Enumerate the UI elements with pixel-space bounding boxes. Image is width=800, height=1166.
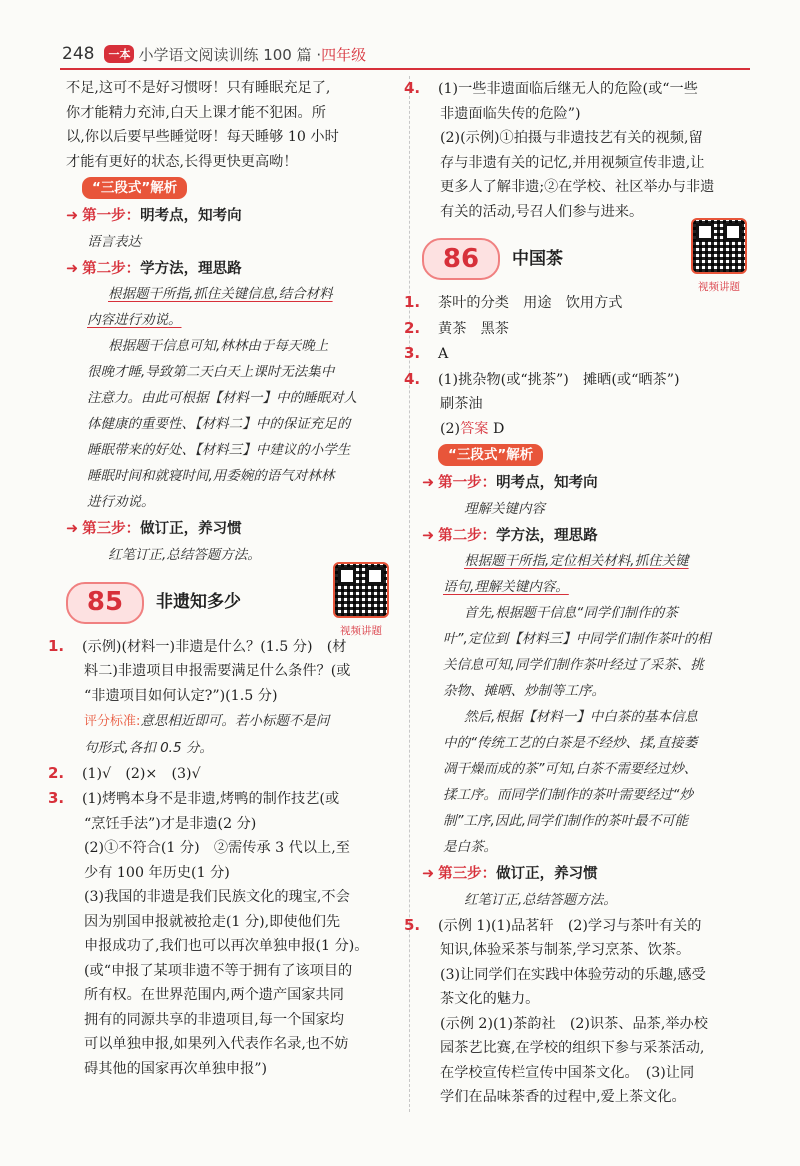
qr-code-icon[interactable] (691, 218, 747, 274)
step-2 (66, 257, 394, 282)
answer-line: (3)我国的非遗是我们民族文化的瑰宝,不会 (84, 889, 350, 905)
answer-4 (404, 367, 752, 393)
step-note: 红笔订正,总结答题方法。 (464, 891, 617, 908)
arrow-icon: ➜ (66, 521, 79, 537)
analysis-line: 是白茶。 (443, 839, 497, 855)
analysis-tag: “三段式”解析 (438, 444, 543, 466)
section-number-badge: 85 (66, 582, 144, 624)
analysis-line: 揉工序。而同学们制作的茶叶需要经过“炒 (443, 787, 693, 803)
step-text: 明考点，知考向 (496, 475, 598, 491)
step-text: 学方法，理思路 (496, 527, 598, 544)
analysis-line: 首先,根据题干信息“同学们制作的茶 (464, 605, 678, 621)
answer-line: “烹饪手法”)才是非遗(2 分) (84, 815, 257, 832)
grading-note (66, 708, 394, 735)
answer-text: (示例 1)(1)品茗轩 (2)学习与茶叶有关的 (438, 917, 702, 934)
arrow-icon: ➜ (422, 475, 435, 491)
answer-number: 1. (48, 636, 65, 655)
answer-text: (1)√ (2)× (3)√ (82, 765, 201, 782)
answer-line: 碍其他的国家再次单独申报”) (84, 1060, 268, 1077)
answer-number: 2. (404, 318, 421, 337)
answer-text: (1)挑杂物(或“挑茶”) 摊晒(或“晒茶”) (438, 371, 680, 388)
right-column (404, 76, 752, 1110)
method-line: 根据题干所指,定位相关材料,抓住关键 (464, 553, 689, 569)
page-header (62, 40, 742, 68)
answer-line: (2)①不符合(1 分) ②需传承 3 代以上,至 (84, 840, 350, 856)
method-line: 根据题干所指,抓住关键信息,结合材料 (108, 286, 333, 302)
analysis-line: 制”工序,因此,同学们制作的茶叶最不可能 (443, 813, 689, 829)
answer-line: 料二)非遗项目申报需要满足什么条件？(或 (84, 663, 351, 679)
answer-number: 4. (404, 79, 421, 97)
answer-text: (1)一些非遗面临后继无人的危险(或“一些 (438, 81, 698, 97)
arrow-icon: ➜ (422, 866, 435, 882)
step-text: 做订正，养习惯 (140, 521, 242, 537)
answer-line: 学们在品味茶香的过程中,爱上茶文化。 (440, 1089, 686, 1105)
intro-line: 你才能精力充沛,白天上课才能不犯困。所 (66, 104, 326, 121)
method-line: 内容进行劝说。 (87, 312, 182, 328)
answer-number: 2. (48, 763, 65, 782)
video-qr[interactable] (328, 562, 394, 644)
grade-label: 四年级 (321, 45, 367, 64)
intro-line: 不足,这可不是好习惯呀！只有睡眠充足了, (66, 80, 331, 96)
section-85-header (66, 572, 394, 637)
answer-number: 3. (404, 344, 421, 362)
answer-2 (48, 761, 394, 787)
analysis-line: 睡眠时间和就寝时间,用委婉的语气对林林 (87, 468, 335, 484)
analysis-line: 叶”,定位到【材料三】中同学们制作茶叶的相 (443, 631, 711, 647)
step-label: 第二步： (82, 260, 141, 277)
answer-line: 申报成功了,我们也可以再次单独申报(1 分)。 (84, 938, 369, 954)
answer-text: 茶叶的分类 用途 饮用方式 (438, 295, 623, 311)
column-divider (409, 76, 410, 1112)
step-note: 红笔订正,总结答题方法。 (108, 546, 261, 563)
answer-line: (或“申报了某项非遗不等于拥有了该项目的 (84, 962, 353, 979)
step-2 (422, 524, 752, 549)
answer-line: (3)让同学们在实践中体验劳动的乐趣,感受 (440, 966, 706, 983)
answer-2 (404, 316, 752, 342)
answer-1 (48, 634, 394, 660)
answer-line: 茶文化的魅力。 (440, 991, 540, 1007)
intro-line: 以,你以后要早些睡觉呀！每天睡够 10 小时 (66, 129, 339, 145)
step-text: 做订正，养习惯 (496, 866, 598, 882)
analysis-line: 进行劝说。 (87, 494, 155, 510)
answer-number: 5. (404, 915, 421, 934)
grading-text: 意思相近即可。若小标题不是问 (140, 713, 330, 729)
answer-text: (1)烤鸭本身不是非遗,烤鸭的制作技艺(或 (82, 791, 340, 807)
analysis-line: 然后,根据【材料一】中白茶的基本信息 (464, 709, 698, 725)
analysis-line: 睡眠带来的好处、【材料三】中建议的小学生 (87, 442, 351, 458)
step-note: 语言表达 (87, 233, 141, 250)
step-note: 理解关键内容 (464, 500, 545, 517)
answer-prefix: (2) (440, 420, 461, 437)
qr-label: 视频讲题 (340, 624, 382, 637)
answer-line: 非遗面临失传的危险”) (440, 105, 581, 122)
arrow-icon: ➜ (66, 260, 79, 277)
answer-line: 存与非遗有关的记忆,并用视频宣传非遗,让 (440, 154, 705, 171)
grading-label: 评分标准: (84, 714, 141, 729)
qr-code-icon[interactable] (333, 562, 389, 618)
brand-logo: 一本 (104, 45, 134, 63)
analysis-line: 凋干燥而成的茶”可知,白茶不需要经过炒、 (443, 761, 698, 777)
qr-label: 视频讲题 (698, 281, 740, 294)
analysis-line: 根据题干信息可知,林林由于每天晚上 (108, 338, 329, 354)
arrow-icon: ➜ (66, 208, 79, 224)
header-rule (60, 68, 750, 70)
answer-line: 拥有的同源共享的非遗项目,每一个国家均 (84, 1011, 344, 1028)
step-label: 第三步： (82, 521, 141, 537)
grading-text: 句形式,各扣 0.5 分。 (84, 739, 213, 756)
answer-line: (2)(示例)①拍摄与非遗技艺有关的视频,留 (440, 130, 703, 146)
left-column (48, 76, 394, 1081)
analysis-line: 体健康的重要性、【材料二】中的保证充足的 (87, 416, 351, 432)
answer-3 (48, 786, 394, 812)
intro-line: 才能有更好的状态,长得更快更高呦！ (66, 153, 298, 170)
answer-line: 因为别国申报就被抢走(1 分),即使他们先 (84, 913, 341, 930)
method-line: 语句,理解关键内容。 (443, 579, 569, 595)
section-title: 非遗知多少 (156, 592, 241, 613)
answer-5 (404, 913, 752, 939)
answer-number: 1. (404, 293, 421, 311)
answer-line: (示例 2)(1)茶韵社 (2)识茶、品茶,举办校 (440, 1015, 708, 1032)
step-text: 明考点，知考向 (140, 208, 242, 224)
step-label: 第二步： (438, 527, 497, 544)
section-title: 中国茶 (512, 248, 563, 269)
answer-line: 有关的活动,号召人们参与进来。 (440, 203, 644, 220)
section-86-header (422, 228, 752, 294)
answer-line: “非遗项目如何认定?”)(1.5 分) (84, 687, 278, 704)
answer-line: 少有 100 年历史(1 分) (84, 864, 230, 881)
answer-text: 黄茶 黑茶 (438, 320, 509, 337)
step-text: 学方法，理思路 (140, 260, 242, 277)
answer-number: 3. (48, 789, 65, 807)
arrow-icon: ➜ (422, 527, 435, 544)
answer-key-label: 答案 (460, 420, 489, 437)
analysis-line: 关信息可知,同学们制作茶叶经过了采茶、挑 (443, 657, 704, 673)
answer-text: (示例)(材料一)非遗是什么？(1.5 分) (材 (82, 638, 347, 655)
answer-line: 所有权。在世界范围内,两个遗产国家共同 (84, 987, 344, 1003)
answer-line (422, 417, 752, 442)
step-1 (66, 204, 394, 229)
analysis-tag: “三段式”解析 (82, 177, 187, 199)
page-number: 248 (62, 44, 95, 64)
answer-line: 园茶艺比赛,在学校的组织下参与采茶活动, (440, 1040, 705, 1056)
step-3 (66, 517, 394, 542)
book-title: 小学语文阅读训练 100 篇 · (138, 45, 322, 64)
step-label: 第一步： (82, 208, 141, 224)
analysis-line: 杂物、摊晒、炒制等工序。 (443, 683, 605, 699)
step-1 (422, 471, 752, 496)
answer-number: 4. (404, 369, 421, 388)
answer-line: 知识,体验采茶与制茶,学习烹茶、饮茶。 (440, 942, 691, 958)
answer-value: D (488, 420, 505, 437)
answer-3 (404, 341, 752, 367)
analysis-line: 注意力。由此可根据【材料一】中的睡眠对人 (87, 390, 357, 406)
step-label: 第一步： (438, 475, 497, 491)
step-3 (422, 862, 752, 887)
answer-line: 可以单独申报,如果列入代表作名录,也不妨 (84, 1036, 349, 1052)
answer-4-prev (404, 76, 752, 102)
step-label: 第三步： (438, 866, 497, 882)
answer-line: 更多人了解非遗;②在学校、社区举办与非遗 (440, 179, 715, 195)
analysis-line: 中的“传统工艺的白茶是不经炒、揉,直接萎 (443, 735, 698, 751)
analysis-line: 很晚才睡,导致第二天白天上课时无法集中 (87, 364, 335, 380)
section-number-badge: 86 (422, 238, 500, 280)
video-qr[interactable] (686, 218, 752, 300)
answer-text: A (438, 346, 449, 362)
answer-line: 刷茶油 (440, 396, 483, 412)
answer-line: 在学校宣传栏宣传中国茶文化。 (3)让同 (440, 1064, 695, 1081)
